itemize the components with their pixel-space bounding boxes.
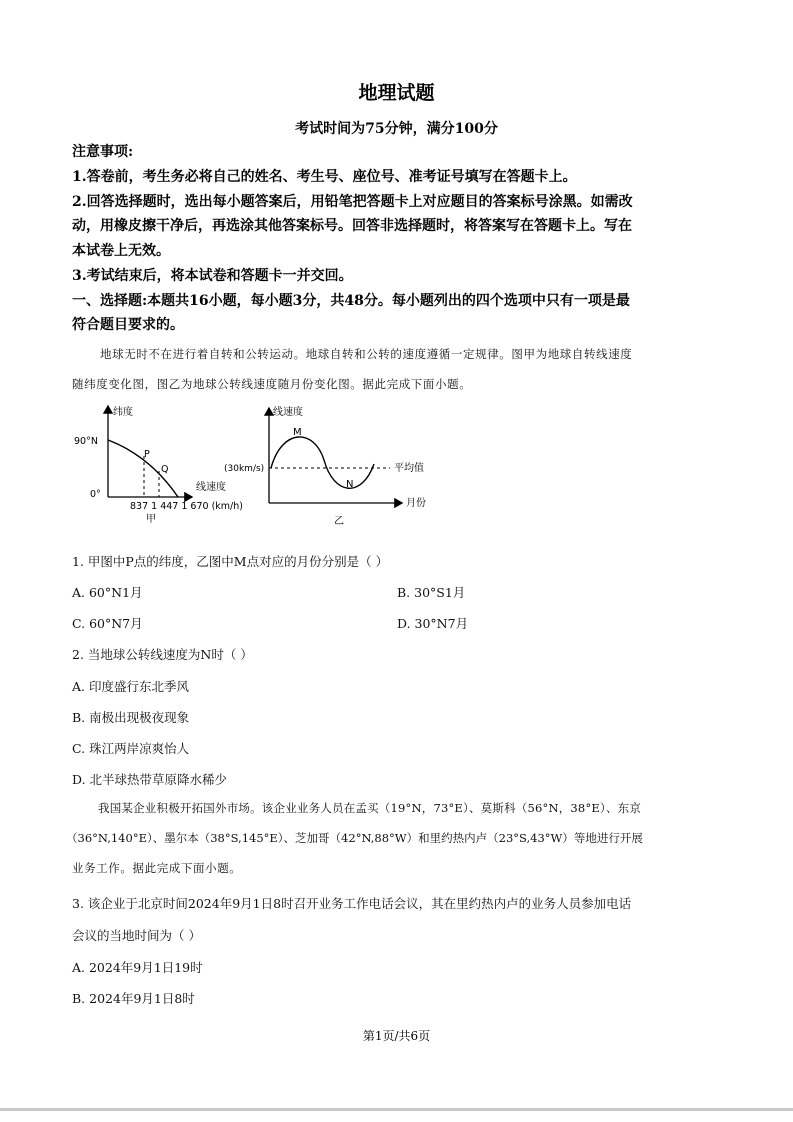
question-2-stem: 2. 当地球公转线速度为N时（ ）: [72, 647, 253, 662]
notice-line: 2.回答选择题时，选出每小题答案后，用铅笔把答题卡上对应题目的答案标号涂黑。如需改: [72, 194, 633, 210]
yi-point-n: N: [346, 479, 354, 490]
question-1-option-a: A. 60°N1月: [72, 585, 143, 600]
yi-average-label: 平均值: [394, 463, 424, 474]
question-3-option-b: B. 2024年9月1日8时: [72, 991, 195, 1006]
exam-duration: 考试时间为75分钟，满分100分: [295, 121, 498, 137]
jia-y-top-tick: 90°N: [74, 436, 98, 447]
jia-point-p: P: [144, 449, 150, 460]
notice-line: 动，用橡皮擦干净后，再选涂其他答案标号。回答非选择题时，将答案写在答题卡上。写在: [72, 218, 632, 234]
page-number: 第1页/共6页: [362, 1029, 431, 1043]
question-2-option-c: C. 珠江两岸凉爽怡人: [72, 741, 190, 756]
page-bottom-rule: [0, 1108, 793, 1111]
question-3-stem: 3. 该企业于北京时间2024年9月1日8时召开业务工作电话会议，其在里约热内卢的业务人员参加电话: [72, 896, 632, 911]
question-1-option-b: B. 30°S1月: [397, 585, 466, 600]
chart-yi: [224, 405, 426, 527]
chart-jia: [74, 405, 243, 525]
section-heading: 符合题目要求的。: [72, 317, 184, 333]
jia-x-ticks: 837 1 447 1 670 (km/h): [130, 501, 243, 512]
intro-paragraph: 随纬度变化图，图乙为地球公转线速度随月份变化图。据此完成下面小题。: [72, 377, 472, 391]
yi-point-m: M: [293, 427, 302, 438]
question-3-option-a: A. 2024年9月1日19时: [72, 960, 203, 975]
figure-svg: [68, 400, 448, 528]
jia-point-q: Q: [161, 464, 169, 475]
notice-line: 本试卷上无效。: [72, 243, 170, 259]
page-title: 地理试题: [358, 82, 435, 104]
figure-earth-velocity: [68, 400, 448, 528]
yi-x-label: 月份: [406, 498, 426, 509]
question-2-option-b: B. 南极出现极夜现象: [72, 710, 190, 725]
yi-y-label: 线速度: [273, 407, 303, 418]
notice-heading: 注意事项:: [72, 144, 134, 160]
question-1-stem: 1. 甲图中P点的纬度，乙图中M点对应的月份分别是（ ）: [72, 554, 389, 569]
notice-line: 1.答卷前，考生务必将自己的姓名、考生号、座位号、准考证号填写在答题卡上。: [72, 169, 577, 185]
yi-caption: 乙: [334, 516, 344, 527]
jia-caption: 甲: [146, 514, 156, 525]
question-1-option-c: C. 60°N7月: [72, 616, 143, 631]
notice-line: 3.考试结束后，将本试卷和答题卡一并交回。: [72, 268, 353, 284]
intro-paragraph: 业务工作。据此完成下面小题。: [72, 861, 242, 875]
question-3-stem: 会议的当地时间为（ ）: [72, 928, 201, 943]
question-1-option-d: D. 30°N7月: [397, 616, 469, 631]
question-2-option-d: D. 北半球热带草原降水稀少: [72, 772, 228, 787]
yi-curve: [271, 437, 374, 488]
jia-y-bottom-tick: 0°: [90, 489, 101, 500]
question-2-option-a: A. 印度盛行东北季风: [72, 679, 189, 694]
section-heading: 一、选择题:本题共16小题，每小题3分，共48分。每小题列出的四个选项中只有一项是最: [72, 293, 630, 309]
intro-paragraph: 我国某企业积极开拓国外市场。该企业业务人员在孟买（19°N，73°E）、莫斯科（56°N，38°E）、东京: [98, 801, 642, 815]
intro-paragraph: （36°N,140°E）、墨尔本（38°S,145°E）、芝加哥（42°N,88°W）和里约热内卢（23°S,43°W）等地进行开展: [66, 831, 643, 845]
yi-y-ref: (30km/s): [224, 464, 265, 474]
intro-paragraph: 地球无时不在进行着自转和公转运动。地球自转和公转的速度遵循一定规律。图甲为地球自转线速度: [100, 347, 633, 361]
jia-x-label: 线速度: [196, 482, 226, 493]
jia-y-label: 纬度: [113, 407, 133, 418]
